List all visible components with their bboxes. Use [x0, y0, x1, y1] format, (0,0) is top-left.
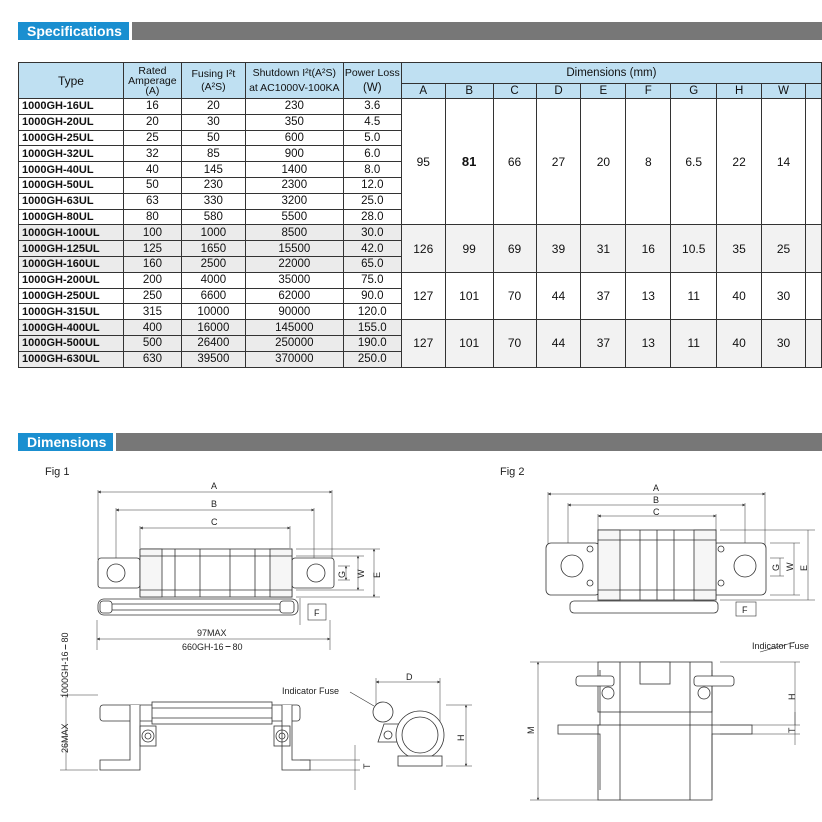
fig1-vert-prefix: 1000GH-16	[60, 651, 70, 698]
cell-fusing: 20	[181, 99, 245, 115]
cell-dim-g: 11	[671, 272, 717, 319]
fig1-top-view	[97, 490, 380, 650]
cell-dim-e: 20	[581, 99, 626, 225]
cell-dim-h: 40	[717, 320, 762, 367]
fig1-dim-t: T	[362, 763, 372, 769]
cell-dim-f: 16	[626, 225, 671, 272]
cell-loss: 5.0	[343, 130, 401, 146]
cell-type: 1000GH-32UL	[19, 146, 124, 162]
cell-dim-g: 10.5	[671, 225, 717, 272]
fig1-dim-a: A	[211, 481, 218, 491]
cell-fusing: 580	[181, 209, 245, 225]
header-fusing-line2: (A²S)	[201, 81, 226, 93]
fig1-dim-w: W	[356, 569, 366, 578]
cell-shutdown: 8500	[245, 225, 343, 241]
cell-type: 1000GH-20UL	[19, 114, 124, 130]
cell-dim-c: 70	[493, 320, 536, 367]
header-dim-b: B	[445, 84, 493, 99]
cell-amp: 315	[123, 304, 181, 320]
cell-shutdown: 62000	[245, 288, 343, 304]
cell-amp: 16	[123, 99, 181, 115]
cell-dim-e: 37	[581, 272, 626, 319]
header-rated-line1: Rated	[138, 64, 167, 77]
cell-type: 1000GH-400UL	[19, 320, 124, 336]
cell-amp: 40	[123, 162, 181, 178]
cell-fusing: 230	[181, 177, 245, 193]
header-dim-h: H	[717, 84, 762, 99]
fig2-indicator-fuse: Indicator Fuse	[752, 641, 810, 651]
cell-fusing: 4000	[181, 272, 245, 288]
cell-dim-c: 66	[493, 99, 536, 225]
cell-shutdown: 15500	[245, 241, 343, 257]
header-dim-e: E	[581, 84, 626, 99]
cell-dim-w: 14	[762, 99, 806, 225]
cell-dim-d: 39	[536, 225, 581, 272]
cell-type: 1000GH-80UL	[19, 209, 124, 225]
cell-loss: 155.0	[343, 320, 401, 336]
cell-fusing: 10000	[181, 304, 245, 320]
fig1-dim-e: E	[372, 571, 382, 578]
cell-fusing: 145	[181, 162, 245, 178]
cell-type: 1000GH-200UL	[19, 272, 124, 288]
cell-type: 1000GH-630UL	[19, 351, 124, 367]
cell-shutdown: 3200	[245, 193, 343, 209]
cell-dim-g: 11	[671, 320, 717, 367]
fig1-dim-g: G	[337, 570, 347, 578]
cell-type: 1000GH-16UL	[19, 99, 124, 115]
fig2-top-view	[546, 492, 815, 616]
header-dim-g: G	[671, 84, 717, 99]
fig2-dim-f: F	[742, 605, 748, 615]
fig1-vert-model: 1000GH-16‒80	[60, 632, 70, 698]
cell-shutdown: 1400	[245, 162, 343, 178]
cell-shutdown: 35000	[245, 272, 343, 288]
fig1-660gh-suffix: 80	[232, 642, 243, 652]
cell-amp: 500	[123, 335, 181, 351]
fig1-660gh: 660GH-16 ‒ 80	[182, 641, 243, 652]
header-dim-c: C	[493, 84, 536, 99]
cell-dim-b: 101	[445, 272, 493, 319]
cell-type: 1000GH-160UL	[19, 256, 124, 272]
cell-dim-w: 25	[762, 225, 806, 272]
fig1-dim-d: D	[406, 672, 413, 682]
cell-shutdown: 350	[245, 114, 343, 130]
cell-shutdown: 5500	[245, 209, 343, 225]
cell-loss: 4.5	[343, 114, 401, 130]
header-dim-w: W	[762, 84, 806, 99]
cell-shutdown: 600	[245, 130, 343, 146]
cell-loss: 65.0	[343, 256, 401, 272]
cell-amp: 630	[123, 351, 181, 367]
cell-fusing: 30	[181, 114, 245, 130]
cell-dim-w: 30	[762, 272, 806, 319]
cell-dim-c: 69	[493, 225, 536, 272]
cell-fusing: 330	[181, 193, 245, 209]
fig1-dim-b: B	[211, 499, 218, 509]
cell-fusing: 50	[181, 130, 245, 146]
header-fusing-line1: Fusing I²t	[191, 68, 236, 80]
cell-shutdown: 145000	[245, 320, 343, 336]
cell-fusing: 1650	[181, 241, 245, 257]
cell-dim-e: 37	[581, 320, 626, 367]
cell-shutdown: 22000	[245, 256, 343, 272]
dimensions-title: Dimensions	[18, 433, 113, 451]
cell-type: 1000GH-500UL	[19, 335, 124, 351]
cell-dim-f: 13	[626, 272, 671, 319]
cell-fusing: 39500	[181, 351, 245, 367]
cell-fusing: 6600	[181, 288, 245, 304]
cell-shutdown: 250000	[245, 335, 343, 351]
header-shutdown-line1: Shutdown I²t(A²S)	[252, 67, 337, 79]
fig1-660gh-prefix: 660GH-16	[182, 642, 224, 652]
cell-loss: 25.0	[343, 193, 401, 209]
header-dim-a: A	[401, 84, 445, 99]
cell-loss: 250.0	[343, 351, 401, 367]
cell-amp: 160	[123, 256, 181, 272]
cell-dim-e: 31	[581, 225, 626, 272]
header-dimensions: Dimensions (mm)	[401, 63, 821, 84]
cell-fusing: 16000	[181, 320, 245, 336]
cell-fusing: 26400	[181, 335, 245, 351]
header-rated-line2: Amperage	[128, 74, 177, 87]
fig2-label: Fig 2	[500, 466, 525, 478]
cell-fusing: 85	[181, 146, 245, 162]
header-rated-line3: (A)	[145, 84, 160, 97]
cell-dim-b: 81	[445, 99, 493, 225]
cell-loss: 3.6	[343, 99, 401, 115]
cell-dim-w: 30	[762, 320, 806, 367]
cell-fusing: 1000	[181, 225, 245, 241]
fig1-dim-c: C	[211, 517, 218, 527]
cell-dim-b: 101	[445, 320, 493, 367]
specifications-title: Specifications	[18, 22, 129, 40]
fig1-dim-f: F	[314, 608, 320, 618]
fig2-side-view	[530, 642, 800, 800]
cell-amp: 200	[123, 272, 181, 288]
cell-loss: 8.0	[343, 162, 401, 178]
cell-loss: 12.0	[343, 177, 401, 193]
cell-amp: 100	[123, 225, 181, 241]
cell-dim-d: 27	[536, 99, 581, 225]
cell-type: 1000GH-125UL	[19, 241, 124, 257]
cell-shutdown: 230	[245, 99, 343, 115]
cell-amp: 32	[123, 146, 181, 162]
cell-amp: 63	[123, 193, 181, 209]
cell-amp: 25	[123, 130, 181, 146]
cell-dim-a: 127	[401, 272, 445, 319]
cell-loss: 42.0	[343, 241, 401, 257]
cell-dim-f: 13	[626, 320, 671, 367]
fig2-dim-e: E	[799, 564, 809, 571]
cell-shutdown: 370000	[245, 351, 343, 367]
header-power-line1: Power Loss	[344, 67, 400, 79]
cell-dim-b: 99	[445, 225, 493, 272]
cell-amp: 400	[123, 320, 181, 336]
cell-loss: 75.0	[343, 272, 401, 288]
header-power-line2: (W)	[363, 82, 382, 94]
cell-type: 1000GH-63UL	[19, 193, 124, 209]
cell-loss: 30.0	[343, 225, 401, 241]
cell-amp: 20	[123, 114, 181, 130]
fig2-dim-g: G	[771, 563, 781, 571]
cell-loss: 120.0	[343, 304, 401, 320]
cell-dim-d: 44	[536, 320, 581, 367]
fig1-indicator-fuse: Indicator Fuse	[282, 686, 340, 696]
fig2-dim-b: B	[653, 495, 660, 505]
header-shutdown-line2: at AC1000V-100KA	[249, 82, 340, 94]
cell-amp: 50	[123, 177, 181, 193]
cell-dim-f: 8	[626, 99, 671, 225]
cell-shutdown: 900	[245, 146, 343, 162]
fig2-dim-w: W	[785, 562, 795, 571]
fig1-side-view	[60, 695, 360, 790]
cell-dim-c: 70	[493, 272, 536, 319]
cell-dim-g: 6.5	[671, 99, 717, 225]
fig1-end-view	[350, 678, 472, 766]
cell-dim-a: 126	[401, 225, 445, 272]
cell-amp: 250	[123, 288, 181, 304]
fig1-vert-suffix: 80	[60, 632, 70, 643]
cell-type: 1000GH-50UL	[19, 177, 124, 193]
cell-type: 1000GH-25UL	[19, 130, 124, 146]
fig2-dim-a: A	[653, 483, 660, 493]
header-dim-d: D	[536, 84, 581, 99]
fig1-97max: 97MAX	[197, 628, 227, 638]
cell-dim-a: 127	[401, 320, 445, 367]
cell-type: 1000GH-40UL	[19, 162, 124, 178]
fig1-dim-h: H	[456, 734, 466, 741]
header-type: Type	[19, 63, 124, 99]
fig1-label: Fig 1	[45, 466, 70, 478]
header-dim-f: F	[626, 84, 671, 99]
fig2-dim-h: H	[787, 693, 797, 700]
cell-loss: 6.0	[343, 146, 401, 162]
cell-shutdown: 90000	[245, 304, 343, 320]
cell-amp: 125	[123, 241, 181, 257]
cell-dim-h: 22	[717, 99, 762, 225]
cell-type: 1000GH-100UL	[19, 225, 124, 241]
fig2-dim-t: T	[787, 727, 797, 733]
cell-fusing: 2500	[181, 256, 245, 272]
cell-loss: 90.0	[343, 288, 401, 304]
cell-dim-h: 40	[717, 272, 762, 319]
cell-shutdown: 2300	[245, 177, 343, 193]
cell-loss: 28.0	[343, 209, 401, 225]
cell-type: 1000GH-250UL	[19, 288, 124, 304]
fig2-dim-m: M	[526, 726, 536, 734]
cell-type: 1000GH-315UL	[19, 304, 124, 320]
cell-loss: 190.0	[343, 335, 401, 351]
fig1-26max: 26MAX	[60, 723, 70, 753]
fig2-dim-c: C	[653, 507, 660, 517]
cell-dim-h: 35	[717, 225, 762, 272]
cell-amp: 80	[123, 209, 181, 225]
cell-dim-d: 44	[536, 272, 581, 319]
cell-dim-a: 95	[401, 99, 445, 225]
